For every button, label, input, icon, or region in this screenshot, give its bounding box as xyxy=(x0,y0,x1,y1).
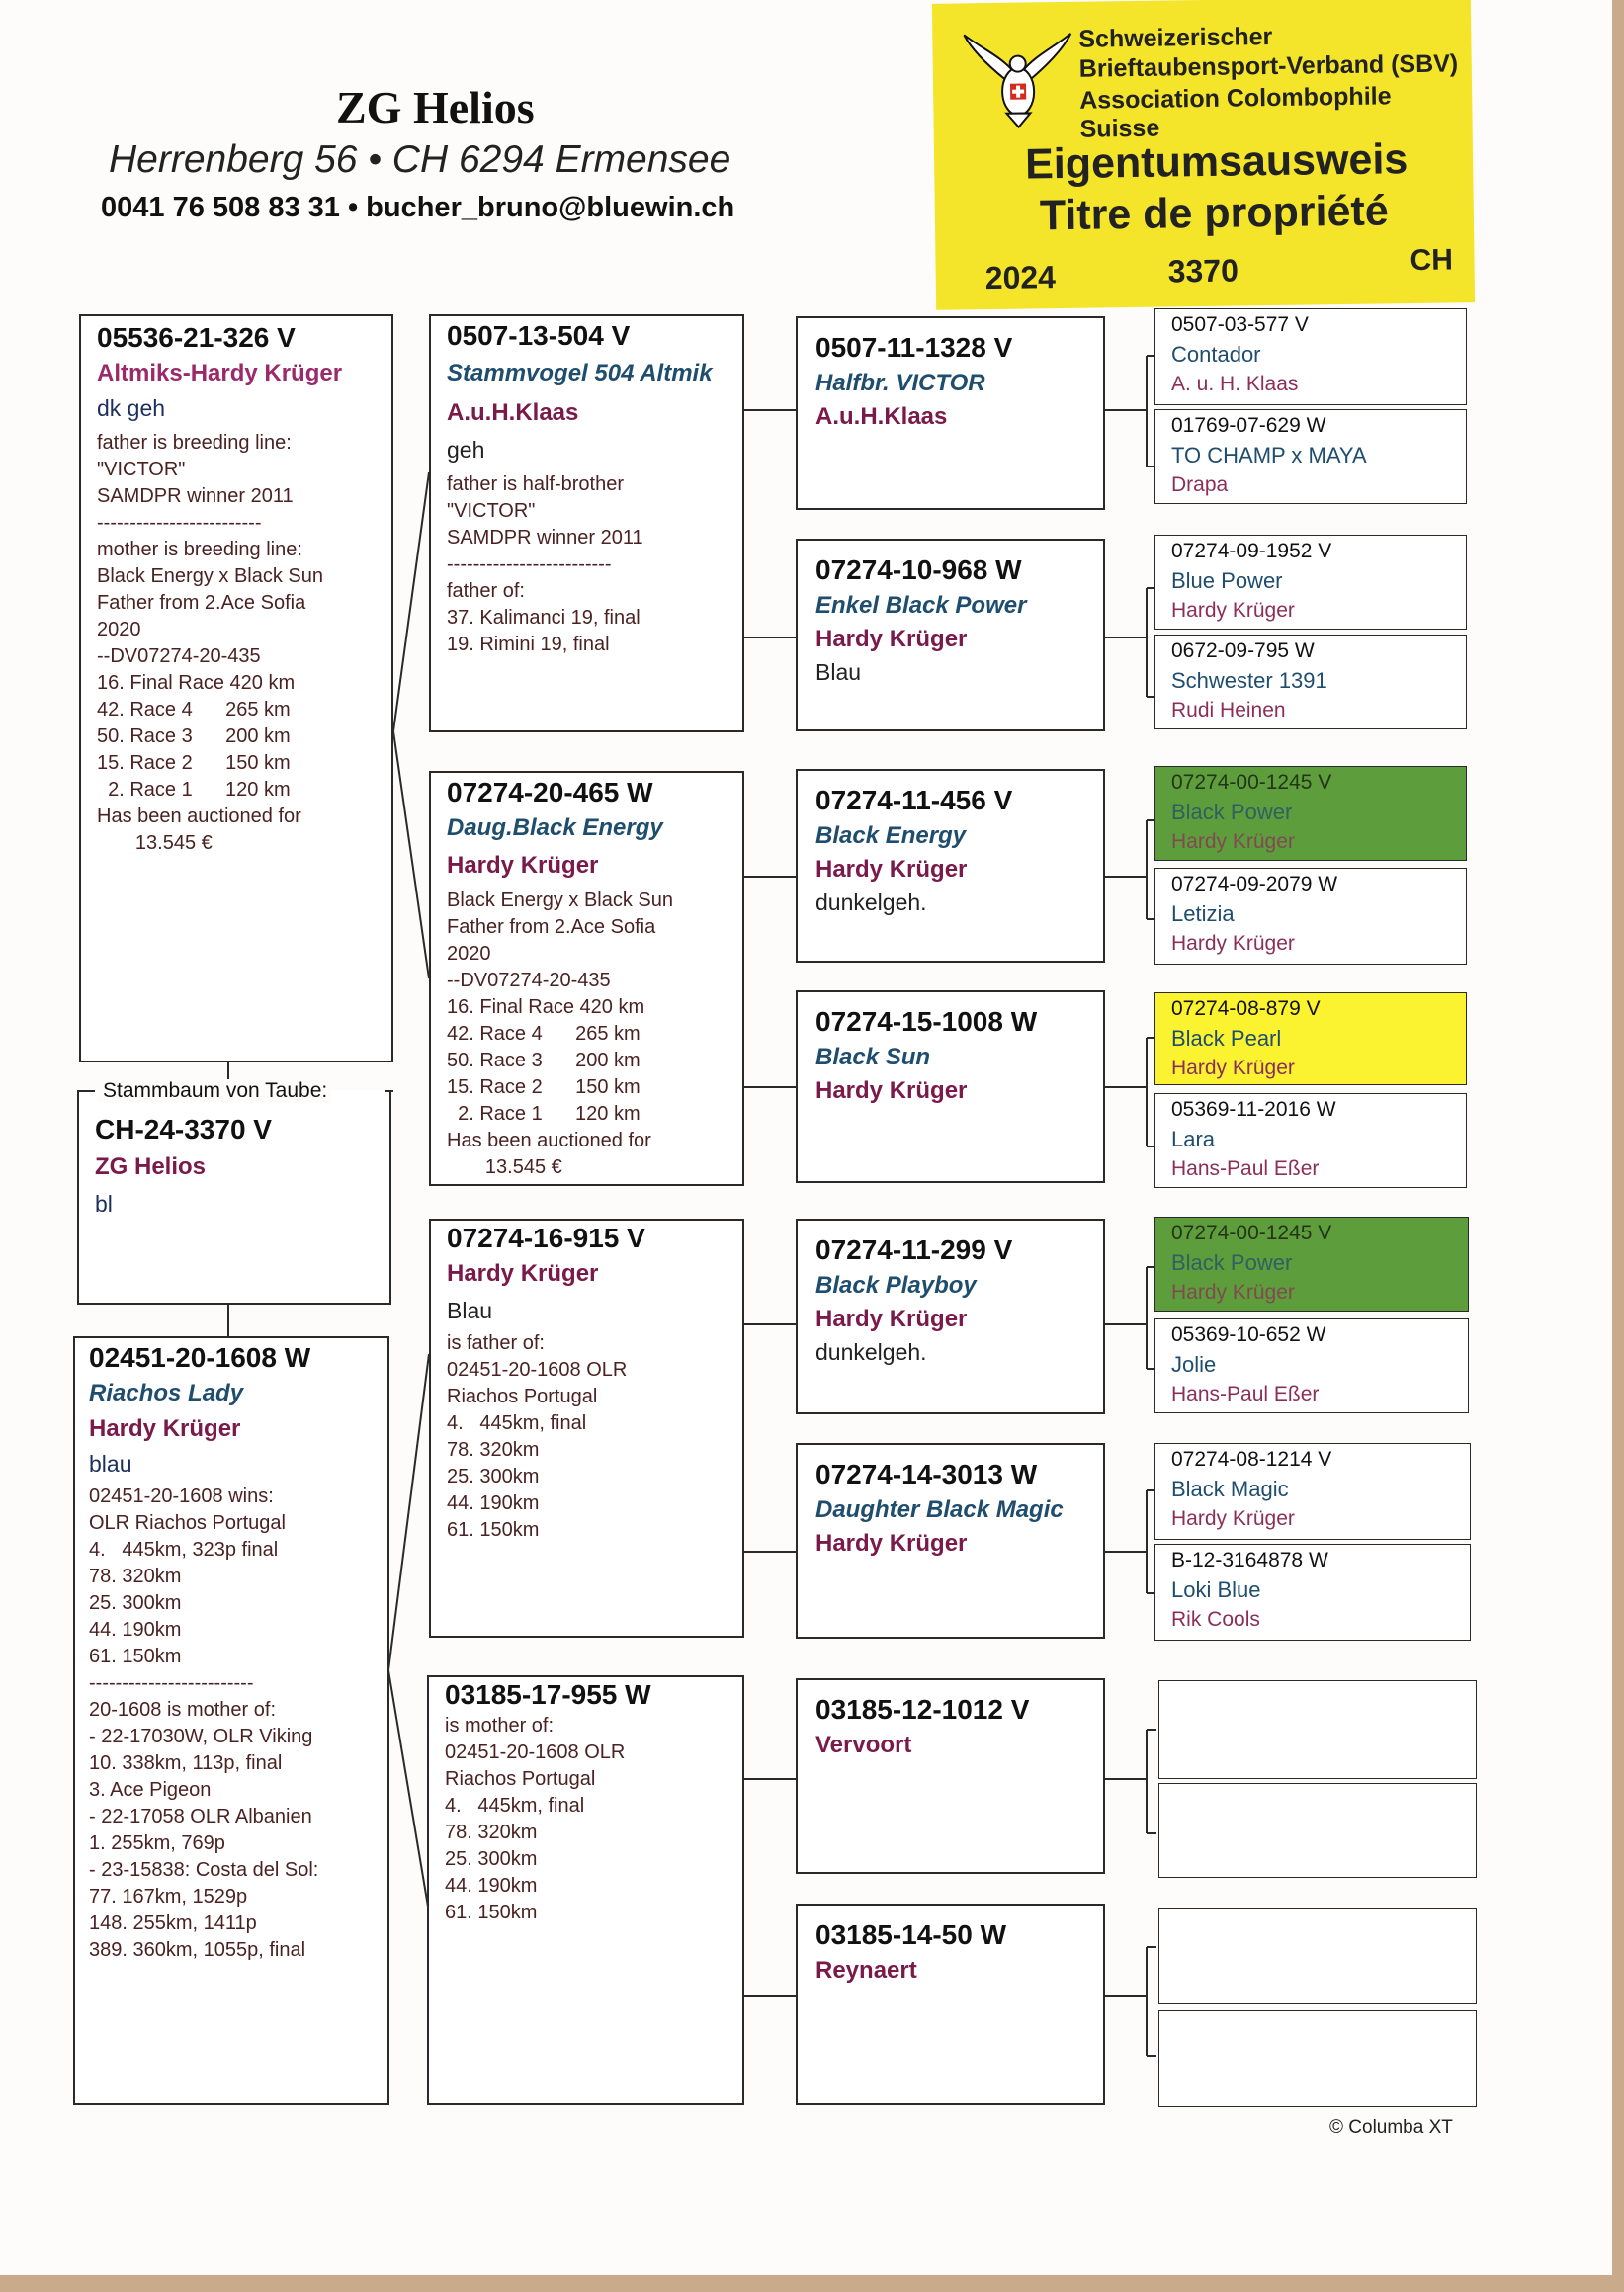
gen4-name: Schwester 1391 xyxy=(1171,668,1327,693)
certificate-year: 2024 xyxy=(984,259,1057,297)
gen4-ring: 07274-00-1245 V xyxy=(1171,1222,1332,1244)
gen3-card xyxy=(796,539,1105,731)
ff-ring: 0507-13-504 V xyxy=(447,320,631,351)
gen4-breeder: Hardy Krüger xyxy=(1171,1057,1295,1079)
ff-color: geh xyxy=(447,437,485,463)
gen4-card xyxy=(1154,766,1467,861)
loft-contact: 0041 76 508 83 31 • bucher_bruno@bluewin.ch xyxy=(101,192,735,223)
gen3-ring: 0507-11-1328 V xyxy=(815,332,1013,363)
gen3-ring: 07274-14-3013 W xyxy=(815,1459,1038,1489)
gen4-ring: 05369-10-652 W xyxy=(1171,1323,1326,1346)
gen3-color: dunkelgeh. xyxy=(815,890,927,915)
gen4-name: Black Magic xyxy=(1171,1477,1289,1501)
mm-notes: is mother of: 02451-20-1608 OLR Riachos Portugal 4. 445km, final 78. 320km 25. 300km 44. 190km 61. 150km xyxy=(445,1715,626,1923)
gen4-name: TO CHAMP x MAYA xyxy=(1171,443,1367,467)
gen3-card xyxy=(796,1219,1105,1414)
gen4-card xyxy=(1154,1217,1469,1312)
gen3-breeder: Hardy Krüger xyxy=(815,1306,968,1332)
gen4-name: Lara xyxy=(1171,1127,1216,1151)
mother-card xyxy=(73,1336,389,2105)
fm-breeder: Hardy Krüger xyxy=(447,852,599,879)
gen3-name: Enkel Black Power xyxy=(815,592,1027,619)
fm-notes: Black Energy x Black Sun Father from 2.Ace Sofia 2020 --DV07274-20-435 16. Final Race 420 km 42. Race 4 265 km 50. Race 3 200 km 15. Race 2 150 km 2. Race 1 120 km Has been auctioned for 13.545 € xyxy=(447,890,673,1178)
gen4-ring: 0672-09-795 W xyxy=(1171,639,1315,662)
mother-breeder: Hardy Krüger xyxy=(89,1415,241,1442)
gen4-card-empty xyxy=(1158,1908,1477,2004)
grandmother-mm-card xyxy=(427,1675,744,2105)
mother-ring: 02451-20-1608 W xyxy=(89,1342,311,1373)
gen4-card xyxy=(1154,992,1467,1085)
gen4-ring: 07274-09-1952 V xyxy=(1171,540,1332,562)
gen3-breeder: A.u.H.Klaas xyxy=(815,403,948,430)
gen4-card xyxy=(1154,1318,1469,1413)
gen4-breeder: Rudi Heinen xyxy=(1171,699,1286,722)
gen4-card-empty xyxy=(1158,2010,1477,2107)
gen3-ring: 07274-11-299 V xyxy=(815,1234,1013,1265)
gen4-ring: 07274-08-879 V xyxy=(1171,997,1321,1020)
gen4-card xyxy=(1154,308,1467,405)
certificate-title-de: Eigentumsausweis xyxy=(1024,135,1409,189)
mm-ring: 03185-17-955 W xyxy=(445,1679,651,1710)
father-color: dk geh xyxy=(97,395,166,421)
gen4-card xyxy=(1154,1443,1471,1540)
gen4-breeder: Rik Cools xyxy=(1171,1608,1260,1631)
gen3-card xyxy=(796,1678,1105,1874)
sbv-org-line3: Association Colombophile Suisse xyxy=(1079,82,1392,143)
grandfather-mf-card xyxy=(429,1219,744,1638)
father-name: Altmiks-Hardy Krüger xyxy=(97,360,343,386)
gen3-breeder: Hardy Krüger xyxy=(815,1077,968,1104)
copyright: © Columba XT xyxy=(1329,2117,1453,2138)
gen4-ring: 05369-11-2016 W xyxy=(1171,1098,1336,1121)
mother-notes: 02451-20-1608 wins: OLR Riachos Portugal 4. 445km, 323p final 78. 320km 25. 300km 44. 190km 61. 150km ------------------------- 20-1608 is mother of: - 22-17030W, OLR Viking 10. 338km, 113p, final 3. Ace Pigeon - 22-17058 OLR Albanien 1. 255km, 769p - 23-15838: Costa del Sol: 77. 167km, 1529p 148. 255km, 1411p 389. 360km, 1055p, final xyxy=(89,1486,319,1961)
subject-color: bl xyxy=(95,1191,113,1217)
sbv-org-line2: Brieftaubensport-Verband (SBV) xyxy=(1078,49,1459,83)
gen4-breeder: Hardy Krüger xyxy=(1171,599,1295,622)
gen4-breeder: Hardy Krüger xyxy=(1171,932,1295,955)
gen4-name: Loki Blue xyxy=(1171,1577,1261,1602)
gen3-card xyxy=(796,316,1105,510)
gen3-breeder: Vervoort xyxy=(815,1732,912,1758)
gen4-name: Contador xyxy=(1171,342,1261,367)
pedigree-caption: Stammbaum von Taube: xyxy=(99,1079,331,1103)
mf-color: Blau xyxy=(447,1298,493,1323)
gen4-breeder: Hardy Krüger xyxy=(1171,1507,1295,1530)
ff-notes: father is half-brother "VICTOR" SAMDPR winner 2011 ------------------------- father of: 37. Kalimanci 19, final 19. Rimini 19, final xyxy=(447,473,643,655)
mother-name: Riachos Lady xyxy=(89,1380,244,1406)
gen4-breeder: Hans-Paul Eßer xyxy=(1171,1157,1320,1180)
subject-ring: CH-24-3370 V xyxy=(95,1114,272,1145)
gen3-color: Blau xyxy=(815,659,862,685)
gen4-ring: 07274-09-2079 W xyxy=(1171,873,1338,895)
gen4-breeder: Drapa xyxy=(1171,473,1229,496)
mf-notes: is father of: 02451-20-1608 OLR Riachos Portugal 4. 445km, final 78. 320km 25. 300km 44. 190km 61. 150km xyxy=(447,1332,628,1541)
gen3-ring: 03185-14-50 W xyxy=(815,1919,1007,1950)
gen3-ring: 07274-10-968 W xyxy=(815,554,1022,585)
gen4-ring: 01769-07-629 W xyxy=(1171,414,1326,437)
ff-name: Stammvogel 504 Altmik xyxy=(447,360,713,386)
gen3-card xyxy=(796,990,1105,1183)
gen4-name: Blue Power xyxy=(1171,568,1283,593)
fm-name: Daug.Black Energy xyxy=(447,814,663,841)
mf-breeder: Hardy Krüger xyxy=(447,1260,599,1287)
ff-breeder: A.u.H.Klaas xyxy=(447,399,579,426)
gen3-card xyxy=(796,1443,1105,1639)
gen4-card-empty xyxy=(1158,1680,1477,1779)
gen3-card xyxy=(796,1904,1105,2105)
gen4-card xyxy=(1154,535,1467,630)
gen3-breeder: Hardy Krüger xyxy=(815,856,968,883)
grandmother-fm-card xyxy=(429,771,744,1186)
grandfather-ff-card xyxy=(429,314,744,732)
gen3-breeder: Hardy Krüger xyxy=(815,626,968,652)
gen4-ring: 0507-03-577 V xyxy=(1171,313,1309,336)
gen4-breeder: Hardy Krüger xyxy=(1171,1281,1295,1304)
gen4-name: Letizia xyxy=(1171,901,1235,926)
gen3-name: Black Sun xyxy=(815,1044,931,1070)
gen3-name: Daughter Black Magic xyxy=(815,1496,1064,1523)
gen3-breeder: Reynaert xyxy=(815,1957,917,1984)
subject-breeder: ZG Helios xyxy=(95,1153,207,1180)
gen3-name: Black Playboy xyxy=(815,1272,977,1299)
gen4-card xyxy=(1154,1544,1471,1641)
certificate-country: CH xyxy=(1410,243,1454,278)
certificate-number: 3370 xyxy=(1167,252,1239,290)
gen3-ring: 07274-11-456 V xyxy=(815,785,1013,815)
gen4-card-empty xyxy=(1158,1783,1477,1878)
gen4-name: Black Power xyxy=(1171,1250,1293,1275)
mf-ring: 07274-16-915 V xyxy=(447,1223,645,1253)
gen3-card xyxy=(796,769,1105,963)
gen4-card xyxy=(1154,409,1467,504)
gen4-ring: 07274-00-1245 V xyxy=(1171,771,1332,794)
gen4-name: Black Power xyxy=(1171,800,1293,824)
gen4-breeder: Hans-Paul Eßer xyxy=(1171,1383,1320,1405)
father-card xyxy=(79,314,393,1062)
subject-card xyxy=(77,1090,391,1305)
gen4-card xyxy=(1154,1093,1467,1188)
gen4-card xyxy=(1154,868,1467,965)
gen4-name: Jolie xyxy=(1171,1352,1217,1377)
father-ring: 05536-21-326 V xyxy=(97,322,296,353)
father-notes: father is breeding line: "VICTOR" SAMDPR winner 2011 ------------------------- mother is breeding line: Black Energy x Black Sun Father from 2.Ace Sofia 2020 --DV07274-20-435 16. Final Race 420 km 42. Race 4 265 km 50. Race 3 200 km 15. Race 2 150 km 2. Race 1 120 km Has been auctioned for 13.545 € xyxy=(97,432,323,854)
gen4-card xyxy=(1154,635,1467,729)
gen4-breeder: Hardy Krüger xyxy=(1171,830,1295,853)
gen4-ring: B-12-3164878 W xyxy=(1171,1549,1328,1571)
gen4-ring: 07274-08-1214 V xyxy=(1171,1448,1332,1471)
gen3-name: Halfbr. VICTOR xyxy=(815,370,985,396)
fm-ring: 07274-20-465 W xyxy=(447,777,653,807)
sbv-org-line1: Schweizerischer xyxy=(1078,23,1273,53)
mother-color: blau xyxy=(89,1451,132,1477)
gen3-name: Black Energy xyxy=(815,822,967,849)
gen3-ring: 03185-12-1012 V xyxy=(815,1694,1030,1725)
gen4-breeder: A. u. H. Klaas xyxy=(1171,373,1299,395)
gen3-breeder: Hardy Krüger xyxy=(815,1530,968,1557)
gen4-name: Black Pearl xyxy=(1171,1026,1282,1051)
loft-address: Herrenberg 56 • CH 6294 Ermensee xyxy=(109,138,731,181)
certificate-title-fr: Titre de propriété xyxy=(1039,187,1390,240)
gen3-color: dunkelgeh. xyxy=(815,1339,927,1365)
loft-name: ZG Helios xyxy=(336,82,535,132)
gen3-ring: 07274-15-1008 W xyxy=(815,1006,1038,1037)
